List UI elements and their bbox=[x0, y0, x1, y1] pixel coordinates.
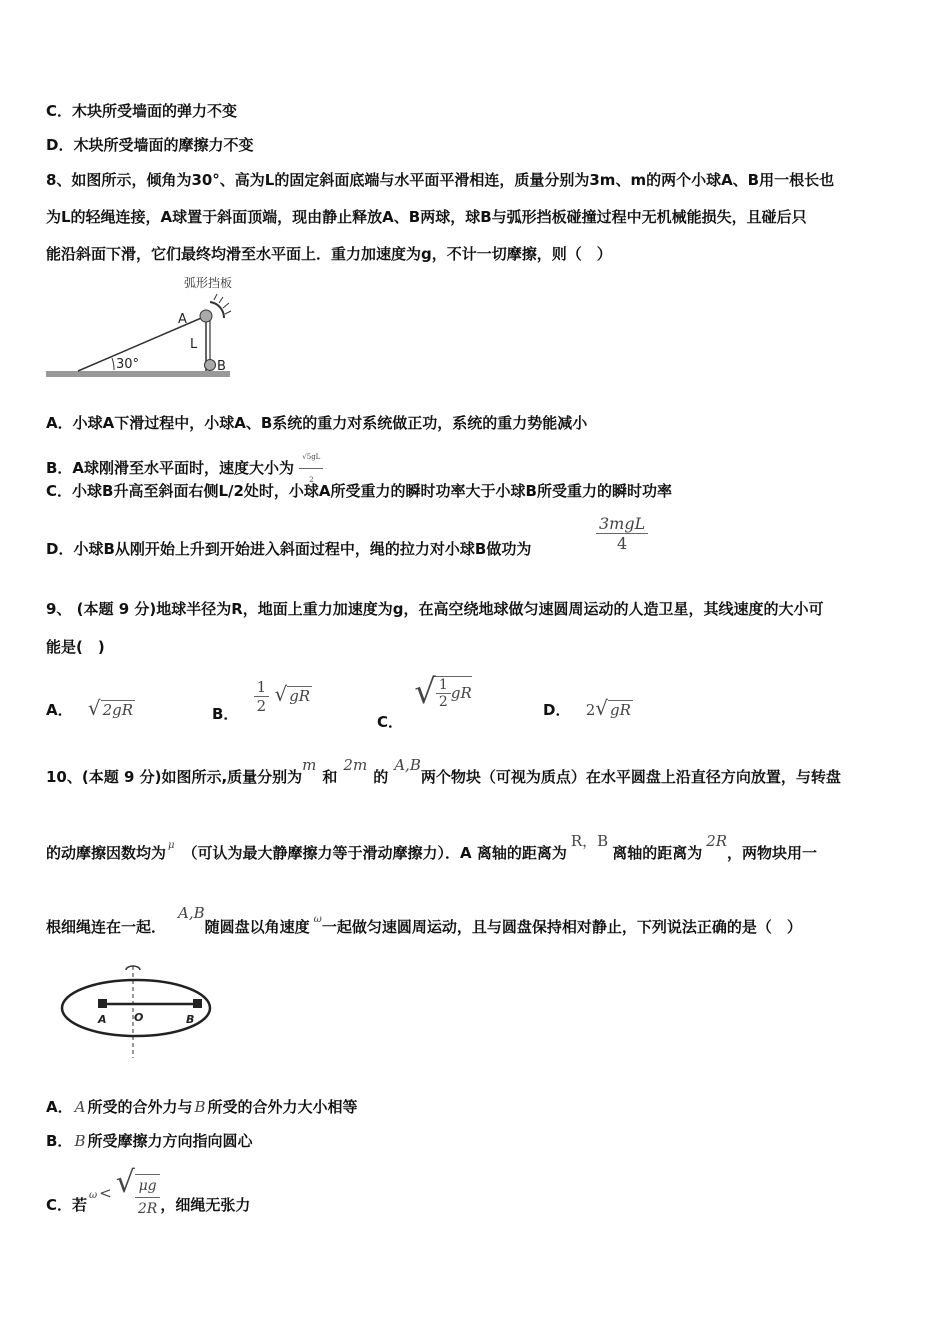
var-2r: 2R bbox=[706, 832, 728, 850]
text: 和 bbox=[322, 768, 338, 786]
option-label: D． bbox=[543, 701, 571, 719]
q8-option-a: A．小球A下滑过程中，小球A、B系统的重力对系统做正功，系统的重力势能减小 bbox=[46, 414, 588, 432]
fraction bbox=[135, 1175, 160, 1220]
block-b bbox=[193, 999, 202, 1008]
option-label: B． bbox=[212, 705, 239, 723]
sqrt-content bbox=[436, 676, 472, 710]
coefficient: 2 bbox=[585, 701, 596, 719]
q9-option-c bbox=[377, 672, 472, 731]
q10-option-b bbox=[46, 1130, 252, 1152]
q7-option-c: C．木块所受墙面的弹力不变 bbox=[46, 102, 238, 120]
fraction bbox=[254, 678, 270, 715]
block-a bbox=[98, 999, 107, 1008]
var-ab: A,B bbox=[178, 904, 205, 922]
sqrt-icon: √ bbox=[595, 696, 608, 720]
sqrt-content: gR bbox=[289, 687, 311, 705]
text: 一起做匀速圆周运动，且与圆盘保持相对静止，下列说法正确的是（ ） bbox=[321, 918, 802, 936]
sqrt-content: 2gR bbox=[102, 701, 134, 719]
option-label: A． bbox=[46, 1098, 73, 1116]
text: 的 bbox=[373, 768, 389, 786]
label-b: B bbox=[217, 359, 226, 374]
sqrt-icon: √ bbox=[414, 672, 436, 712]
text: 离轴的距离为 bbox=[612, 844, 703, 862]
sqrt-icon: √ bbox=[115, 1165, 135, 1200]
option-label: C．若 bbox=[46, 1196, 88, 1214]
label-b: B bbox=[186, 1013, 195, 1026]
text: 的动摩擦因数均为 bbox=[46, 844, 167, 862]
var-omega: ω bbox=[313, 914, 322, 925]
q8-incline-figure bbox=[44, 272, 244, 384]
sqrt-content bbox=[135, 1174, 160, 1220]
option-label: B． bbox=[46, 1132, 73, 1150]
var-r-b: R，B bbox=[570, 832, 609, 850]
expr: gR bbox=[450, 684, 472, 702]
var-mu: μ bbox=[168, 840, 175, 851]
text: 10、(本题 9 分)如图所示,质量分别为 bbox=[46, 768, 303, 786]
frac-den: 4 bbox=[617, 534, 628, 553]
frac-num: 1 bbox=[436, 677, 451, 694]
ball-a bbox=[200, 310, 212, 322]
q9-stem-line1: 9、 (本题 9 分)地球半径为R，地面上重力加速度为g，在高空绕地球做匀速圆周运动的人造卫星，其线速度的大小可 bbox=[46, 600, 824, 618]
q10-turntable-figure bbox=[56, 962, 222, 1062]
text: 所受的合外力大小相等 bbox=[207, 1098, 358, 1116]
var-2m: 2m bbox=[343, 756, 368, 774]
q8-stem-line3: 能沿斜面下滑，它们最终均滑至水平面上．重力加速度为g，不计一切摩擦，则（ ） bbox=[46, 245, 612, 263]
q10-stem-line2 bbox=[46, 832, 818, 867]
text: 两个物块（可视为质点）在水平圆盘上沿直径方向放置，与转盘 bbox=[420, 768, 841, 786]
var-b: B bbox=[194, 1098, 206, 1116]
var-a: A bbox=[74, 1098, 86, 1116]
q8-option-d-text: D．小球B从刚开始上升到开始进入斜面过程中，绳的拉力对小球B做功为 bbox=[46, 540, 532, 558]
text: 根细绳连在一起． bbox=[46, 918, 167, 936]
q9-option-d bbox=[543, 696, 633, 720]
frac-den: 2 bbox=[256, 697, 267, 715]
frac-den: 2 bbox=[438, 694, 448, 710]
option-label: A． bbox=[46, 701, 73, 719]
q7-option-d: D．木块所受墙面的摩擦力不变 bbox=[46, 136, 254, 154]
frac-num: μg bbox=[135, 1175, 160, 1198]
q8-option-d-fraction bbox=[596, 514, 648, 553]
var-b: B bbox=[74, 1132, 86, 1150]
angle-label: 30° bbox=[116, 357, 140, 372]
q9-option-a bbox=[46, 696, 135, 720]
q9-option-b bbox=[212, 678, 312, 723]
label-l: L bbox=[190, 337, 198, 352]
label-o: O bbox=[134, 1011, 144, 1024]
q10-option-a bbox=[46, 1096, 358, 1118]
frac-den: 2R bbox=[137, 1201, 158, 1217]
less-than: < bbox=[99, 1184, 112, 1202]
var-omega: ω bbox=[89, 1190, 98, 1201]
frac-den: 2 bbox=[309, 476, 314, 484]
q8-option-d bbox=[46, 538, 531, 560]
q8-option-c: C．小球B升高至斜面右侧L/2处时，小球A所受重力的瞬时功率大于小球B所受重力的瞬时功率 bbox=[46, 482, 672, 500]
q8-option-b-text: B．A球刚滑至水平面时，速度大小为 bbox=[46, 459, 295, 477]
q8-stem-line1: 8、如图所示，倾角为30°、高为L的固定斜面底端与水平面平滑相连，质量分别为3m、m的两个小球A、B用一根长也 bbox=[46, 171, 835, 189]
q9-stem-line2: 能是( ) bbox=[46, 638, 105, 656]
q8-stem-line2: 为L的轻绳连接，A球置于斜面顶端，现由静止释放A、B两球，球B与弧形挡板碰撞过程中无机械能损失，且碰后只 bbox=[46, 208, 807, 226]
ball-b bbox=[205, 360, 216, 371]
frac-num: 1 bbox=[254, 678, 270, 697]
text: 随圆盘以角速度 bbox=[204, 918, 310, 936]
var-m: m bbox=[302, 756, 317, 774]
q8-baffle-label: 弧形挡板 bbox=[184, 276, 233, 290]
text: 所受的合外力与 bbox=[87, 1098, 193, 1116]
text: （可认为最大静摩擦力等于滑动摩擦力）．A 离轴的距离为 bbox=[182, 844, 567, 862]
sqrt-icon: √ bbox=[274, 682, 288, 706]
sqrt-icon: √ bbox=[87, 696, 101, 720]
option-label: C． bbox=[377, 713, 404, 731]
q10-option-c bbox=[46, 1165, 251, 1222]
text: 所受摩擦力方向指向圆心 bbox=[87, 1132, 253, 1150]
label-a: A bbox=[98, 1013, 107, 1026]
q10-stem-line3 bbox=[46, 904, 802, 941]
frac-num: 3mgL bbox=[596, 514, 648, 534]
var-ab: A,B bbox=[394, 756, 421, 774]
sqrt-content: gR bbox=[609, 701, 631, 719]
disc bbox=[62, 980, 210, 1036]
q10-stem-line1 bbox=[46, 756, 841, 788]
fraction bbox=[436, 677, 451, 710]
text: ，两物块用一 bbox=[727, 844, 818, 862]
frac-num: √5gL bbox=[299, 446, 323, 469]
label-a: A bbox=[178, 312, 187, 327]
text: ，细绳无张力 bbox=[160, 1196, 251, 1214]
